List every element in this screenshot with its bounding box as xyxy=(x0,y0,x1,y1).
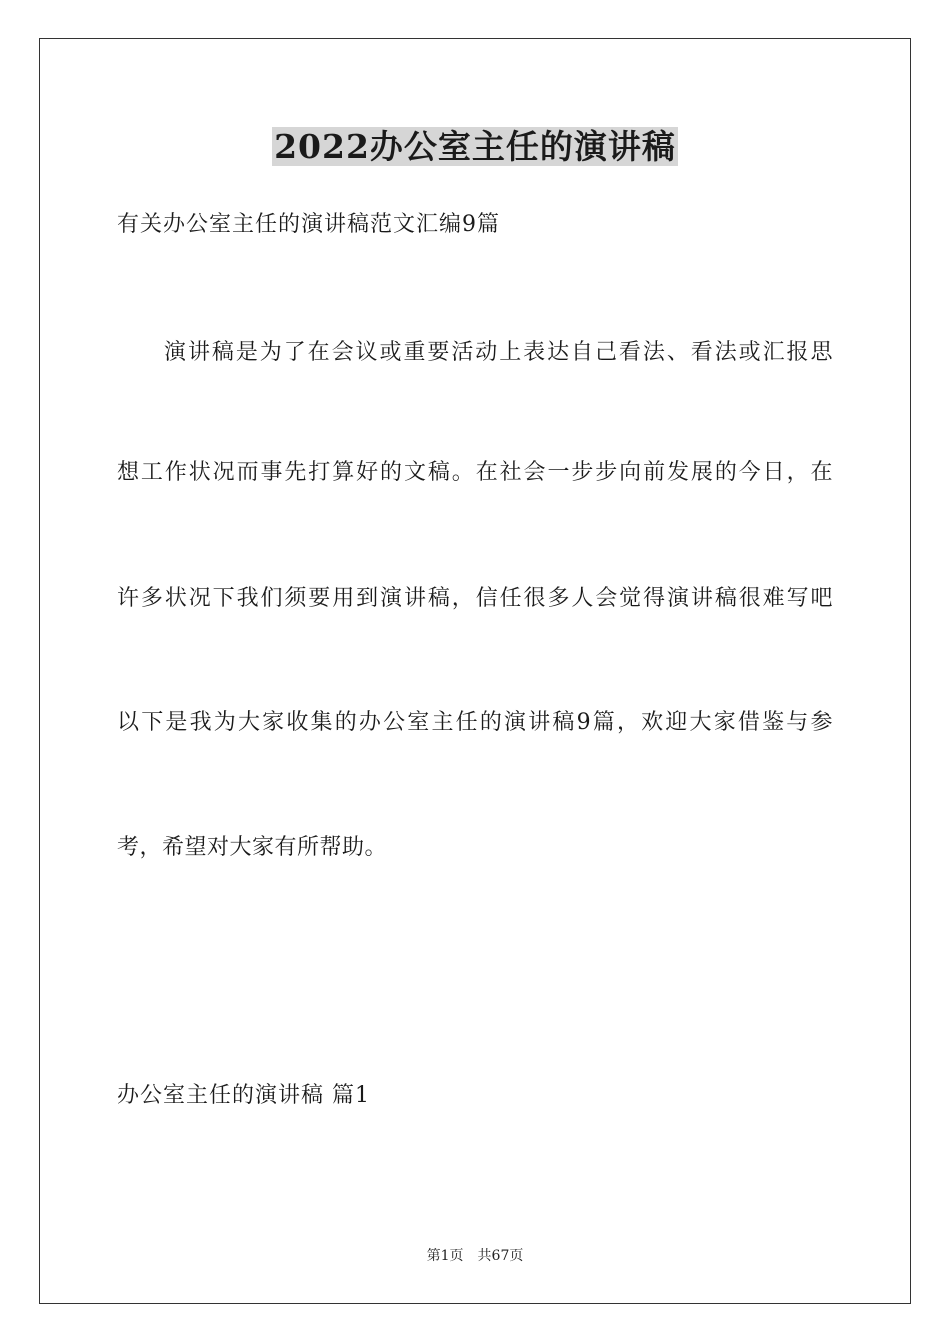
page-footer xyxy=(0,1246,950,1266)
page-total: 共67页 xyxy=(477,1248,524,1264)
document-subtitle: 有关办公室主任的演讲稿范文汇编9篇 xyxy=(117,212,500,237)
paragraph-line: 考，希望对大家有所帮助。 xyxy=(117,835,388,860)
paragraph-line: 演讲稿是为了在会议或重要活动上表达自己看法、看法或汇报思 xyxy=(164,340,833,365)
paragraph-line: 许多状况下我们须要用到演讲稿，信任很多人会觉得演讲稿很难写吧 xyxy=(117,586,833,611)
section-heading: 办公室主任的演讲稿 篇1 xyxy=(117,1083,370,1108)
paragraph-line: 想工作状况而事先打算好的文稿。在社会一步步向前发展的今日，在 xyxy=(117,460,833,485)
paragraph-line: 以下是我为大家收集的办公室主任的演讲稿9篇，欢迎大家借鉴与参 xyxy=(117,710,833,735)
document-title-text: 2022办公室主任的演讲稿 xyxy=(274,127,676,166)
page-number: 第1页 xyxy=(426,1248,464,1264)
document-title xyxy=(0,126,950,168)
